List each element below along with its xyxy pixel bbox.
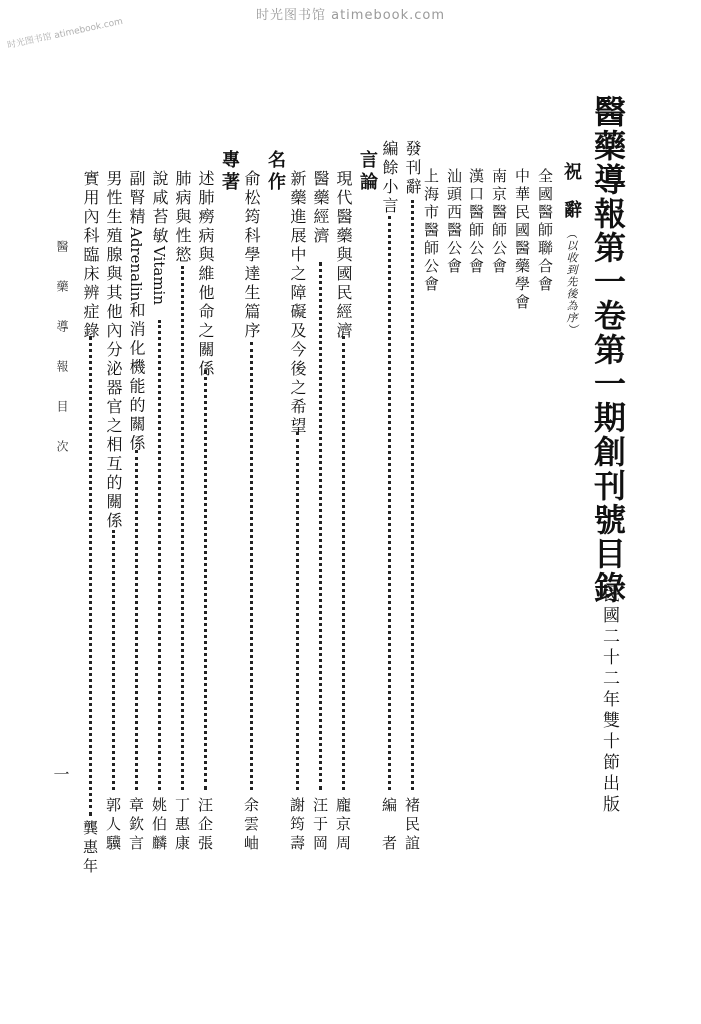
toc-entry-label: 述肺癆病與維他命之關係 — [196, 170, 215, 379]
watermark-side: 时光图书馆 atimebook.com — [6, 16, 124, 52]
toc-entry-author: 章欽言 — [127, 797, 145, 854]
leader-dots — [181, 266, 184, 790]
publication-date: 民國二十二年雙十節出版 — [599, 585, 619, 816]
page-title: 醫藥導報第一卷第一期創刊號目錄 — [589, 95, 627, 605]
toc-entry-label: 新藥進展中之障礙及今後之希望 — [288, 170, 307, 436]
leader-dots — [89, 336, 92, 816]
leader-dots — [135, 450, 138, 790]
congrats-heading-2: 辭 — [561, 200, 582, 222]
leader-dots — [342, 336, 345, 790]
toc-entry-author: 龐京周 — [334, 797, 352, 854]
toc-entry-label: 肺病與性慾 — [173, 170, 192, 265]
leader-dots — [319, 262, 322, 790]
leader-dots — [158, 320, 161, 790]
toc-entry-author: 丁惠康 — [173, 797, 191, 854]
congrats-item: 南京醫師公會 — [490, 168, 508, 276]
congrats-item: 汕頭西醫公會 — [445, 168, 463, 276]
toc-entry-label: 現代醫藥與國民經濟 — [334, 170, 353, 341]
toc-entry-label: 發刊辭 — [403, 140, 422, 197]
discussion-heading: 言論 — [357, 150, 378, 194]
famous-heading: 名作 — [265, 150, 286, 194]
toc-entry-author: 褚民誼 — [403, 797, 421, 854]
congrats-note: （以收到先後為序） — [565, 228, 578, 336]
leader-dots — [388, 216, 391, 790]
toc-entry-label: 俞松筠科學達生篇序 — [242, 170, 261, 341]
toc-entry-label-text: 和消化機能的關係 — [127, 301, 146, 454]
leader-dots — [411, 200, 414, 790]
toc-entry-label-text: 副腎精 — [127, 170, 146, 227]
toc-entry-label: 實用內科臨床辨症錄 — [81, 170, 100, 341]
congrats-item: 漢口醫師公會 — [467, 168, 485, 276]
toc-entry-label: 男性生殖腺與其他內分泌器官之相互的關係 — [104, 170, 123, 531]
special-heading: 專著 — [219, 150, 240, 194]
toc-entry-author: 謝筠壽 — [288, 797, 306, 854]
toc-entry-author: 編 者 — [380, 797, 398, 854]
leader-dots — [112, 530, 115, 790]
congrats-item: 全國醫師聯合會 — [536, 168, 554, 294]
toc-entry-latin: Vitamin — [150, 246, 168, 306]
running-title: 醫藥導報目次 — [55, 240, 69, 480]
toc-entry-label-text: 說咸苔敏 — [150, 170, 169, 246]
toc-entry-label — [128, 170, 144, 453]
toc-entry-label: 醫藥經濟 — [311, 170, 330, 246]
toc-entry-label: 編餘小言 — [380, 140, 399, 216]
leader-dots — [296, 432, 299, 790]
toc-entry-author: 汪于岡 — [311, 797, 329, 854]
page-number: 一 — [51, 766, 70, 782]
toc-entry-latin: Adrenalin — [127, 227, 145, 302]
congrats-item: 中華民國醫藥學會 — [513, 168, 531, 312]
toc-entry-author: 姚伯麟 — [150, 797, 168, 854]
toc-entry-author: 汪企張 — [196, 797, 214, 854]
leader-dots — [250, 342, 253, 790]
watermark-top: 时光图书馆 atimebook.com — [255, 8, 446, 23]
congrats-item: 上海市醫師公會 — [422, 168, 440, 294]
toc-entry-author: 龔惠年 — [81, 820, 99, 877]
toc-entry-label — [151, 170, 167, 305]
leader-dots — [204, 370, 207, 790]
toc-entry-author: 郭人驥 — [104, 797, 122, 854]
toc-entry-author: 余雲岫 — [242, 797, 260, 854]
congrats-heading: 祝 — [561, 162, 582, 184]
